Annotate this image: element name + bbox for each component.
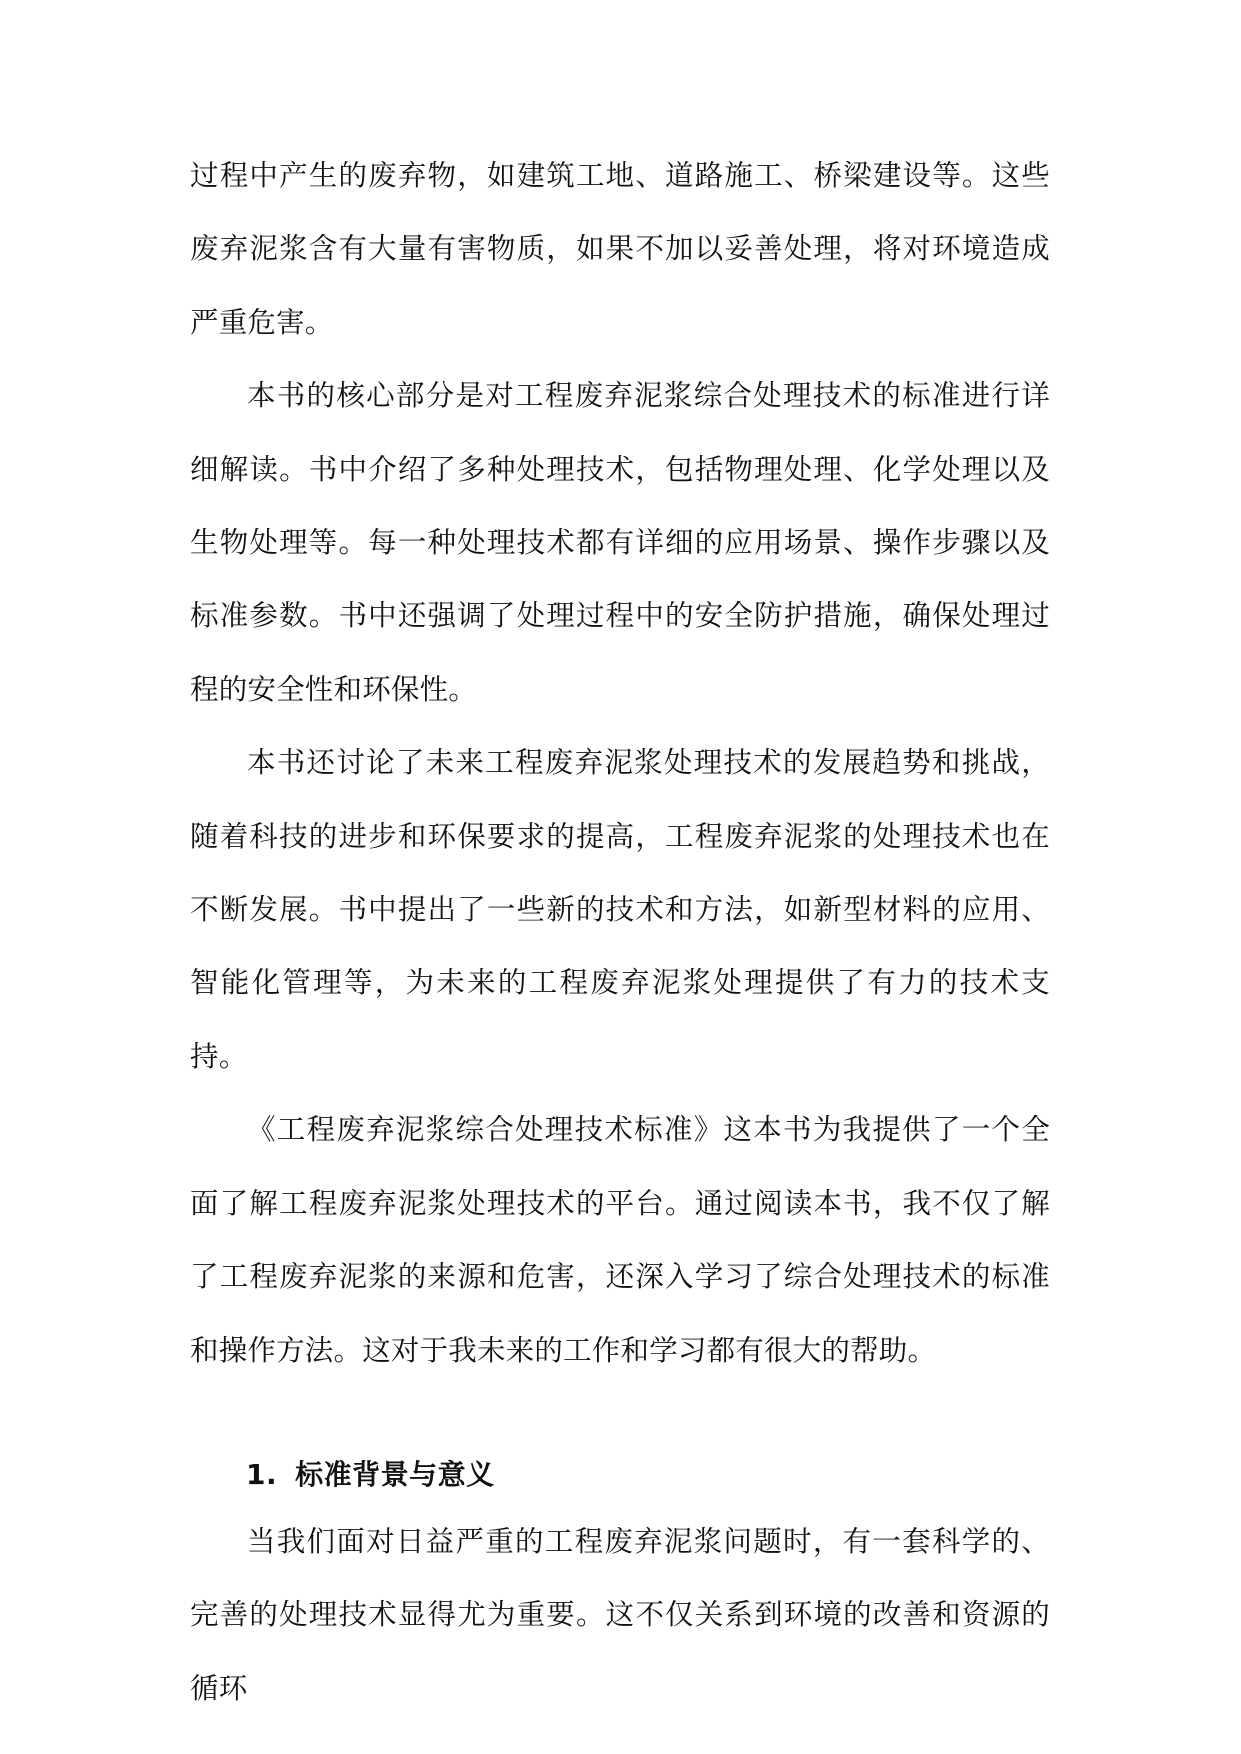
section-title: 标准背景与意义 — [295, 1457, 495, 1491]
paragraph-core-content: 本书的核心部分是对工程废弃泥浆综合处理技术的标准进行详细解读。书中介绍了多种处理技术，包括物理处理、化学处理以及生物处理等。每一种处理技术都有详细的应用场景、操作步骤以及标准参数。书中还强调了处理过程中的安全防护措施，确保处理过程的安全性和环保性。 — [190, 379, 1050, 706]
paragraph-background: 当我们面对日益严重的工程废弃泥浆问题时，有一套科学的、完善的处理技术显得尤为重要。这不仅关系到环境的改善和资源的循环 — [190, 1524, 1050, 1705]
paragraph-future-trends: 本书还讨论了未来工程废弃泥浆处理技术的发展趋势和挑战，随着科技的进步和环保要求的提高，工程废弃泥浆的处理技术也在不断发展。书中提出了一些新的技术和方法，如新型材料的应用、智能化管理等，为未来的工程废弃泥浆处理提供了有力的技术支持。 — [190, 746, 1050, 1073]
section-number: 1. — [246, 1457, 278, 1491]
document-body — [190, 139, 1050, 1725]
paragraph-book-summary: 《工程废弃泥浆综合处理技术标准》这本书为我提供了一个全面了解工程废弃泥浆处理技术的平台。通过阅读本书，我不仅了解了工程废弃泥浆的来源和危害，还深入学习了综合处理技术的标准和操作方法。这对于我未来的工作和学习都有很大的帮助。 — [190, 1113, 1050, 1367]
paragraph-continuation: 过程中产生的废弃物，如建筑工地、道路施工、桥梁建设等。这些废弃泥浆含有大量有害物质，如果不加以妥善处理，将对环境造成严重危害。 — [190, 159, 1050, 339]
section-heading — [190, 1445, 1050, 1505]
